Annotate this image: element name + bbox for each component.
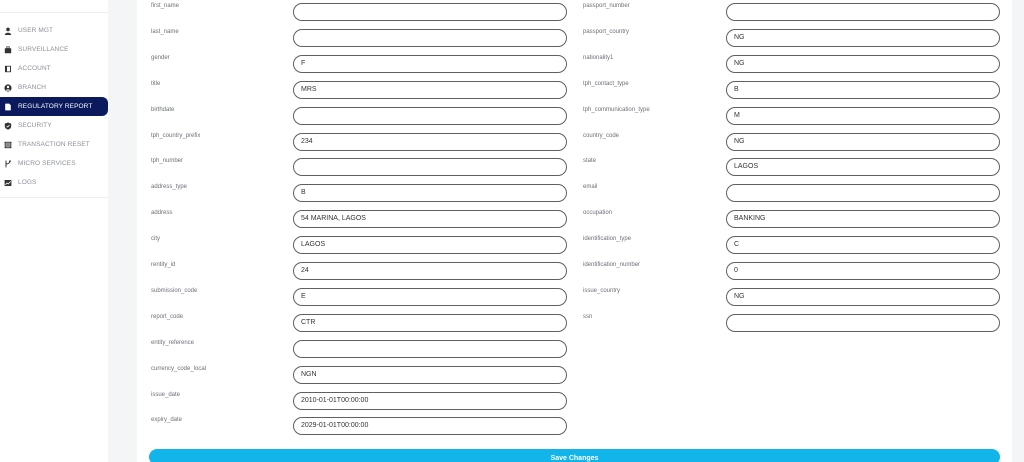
- rentity-id-input[interactable]: 24: [293, 262, 567, 280]
- gender-input[interactable]: F: [293, 55, 567, 73]
- country-code-label: country_code: [583, 132, 620, 139]
- email-input[interactable]: [726, 184, 1000, 202]
- entity-reference-input[interactable]: [293, 340, 567, 358]
- sidebar-item-label: LOGS: [18, 179, 37, 186]
- tph-country-prefix-label: tph_country_prefix: [151, 132, 201, 139]
- birthdate-label: birthdate: [151, 106, 175, 113]
- currency-code-local-input[interactable]: NGN: [293, 366, 567, 384]
- report-code-input[interactable]: CTR: [293, 314, 567, 332]
- sidebar: [0, 0, 108, 462]
- nationality1-input[interactable]: NG: [726, 55, 1000, 73]
- sidebar-item-surveillance[interactable]: [0, 40, 108, 59]
- sidebar-item-security[interactable]: [0, 116, 108, 135]
- report-code-label: report_code: [151, 313, 184, 320]
- state-label: state: [583, 158, 597, 165]
- gender-label: gender: [151, 54, 170, 61]
- tph-contact-type-label: tph_contact_type: [583, 80, 629, 87]
- sidebar-item-label: BRANCH: [18, 84, 47, 91]
- tph-number-input[interactable]: [293, 158, 567, 176]
- state-input[interactable]: LAGOS: [726, 158, 1000, 176]
- sidebar-item-label: USER MGT: [18, 27, 54, 34]
- sidebar-item-micro-services[interactable]: [0, 154, 108, 173]
- title-label: title: [151, 80, 161, 87]
- branch-icon: [4, 160, 12, 168]
- sidebar-item-label: MICRO SERVICES: [18, 160, 76, 167]
- first-name-input[interactable]: [293, 3, 567, 21]
- sidebar-item-logs[interactable]: [0, 173, 108, 192]
- passport-number-label: passport_number: [583, 3, 630, 9]
- tph-country-prefix-input[interactable]: 234: [293, 133, 567, 151]
- tph-communication-type-label: tph_communication_type: [583, 106, 650, 113]
- sidebar-item-user-mgt[interactable]: [0, 21, 108, 40]
- email-label: email: [583, 184, 598, 191]
- briefcase-icon: [4, 46, 12, 54]
- nationality1-label: nationality1: [583, 54, 614, 61]
- chart-icon: [4, 179, 12, 187]
- submission-code-label: submission_code: [151, 287, 198, 294]
- issue-country-input[interactable]: NG: [726, 288, 1000, 306]
- grid-icon: [4, 141, 12, 149]
- passport-country-input[interactable]: NG: [726, 29, 1000, 47]
- passport-number-input[interactable]: [726, 3, 1000, 21]
- person-circle-icon: [4, 84, 12, 92]
- issue-country-label: issue_country: [583, 287, 621, 294]
- tph-communication-type-input[interactable]: M: [726, 107, 1000, 125]
- last-name-input[interactable]: [293, 29, 567, 47]
- identification-type-label: identification_type: [583, 236, 632, 243]
- save-changes-button[interactable]: Save Changes: [149, 449, 1000, 462]
- address-type-input[interactable]: B: [293, 184, 567, 202]
- sidebar-item-label: ACCOUNT: [18, 65, 51, 72]
- country-code-input[interactable]: NG: [726, 133, 1000, 151]
- sidebar-item-transaction-reset[interactable]: [0, 135, 108, 154]
- currency-code-local-label: currency_code_local: [151, 365, 207, 372]
- sidebar-item-label: SURVEILLANCE: [18, 46, 69, 53]
- title-input[interactable]: MRS: [293, 81, 567, 99]
- occupation-input[interactable]: BANKING: [726, 210, 1000, 228]
- address-type-label: address_type: [151, 184, 188, 191]
- entity-reference-label: entity_reference: [151, 339, 195, 346]
- issue-date-input[interactable]: 2010-01-01T00:00:00: [293, 392, 567, 410]
- sidebar-menu: [0, 12, 108, 198]
- sidebar-item-label: TRANSACTION RESET: [18, 141, 90, 148]
- city-input[interactable]: LAGOS: [293, 236, 567, 254]
- sidebar-item-label: SECURITY: [18, 122, 52, 129]
- occupation-label: occupation: [583, 210, 613, 217]
- birthdate-input[interactable]: [293, 107, 567, 125]
- book-icon: [4, 65, 12, 73]
- rentity-id-label: rentity_id: [151, 262, 176, 268]
- sidebar-item-account[interactable]: [0, 59, 108, 78]
- city-label: city: [151, 236, 160, 243]
- shield-icon: [4, 122, 12, 130]
- user-icon: [4, 27, 12, 35]
- sidebar-item-branch[interactable]: [0, 78, 108, 97]
- tph-contact-type-input[interactable]: B: [726, 81, 1000, 99]
- expiry-date-label: expiry_date: [151, 417, 183, 424]
- submission-code-input[interactable]: E: [293, 288, 567, 306]
- document-icon: [4, 103, 12, 111]
- identification-number-input[interactable]: 0: [726, 262, 1000, 280]
- address-input[interactable]: 54 MARINA, LAGOS: [293, 210, 567, 228]
- tph-number-label: tph_number: [151, 158, 184, 165]
- last-name-label: last_name: [151, 28, 179, 35]
- sidebar-item-regulatory-report[interactable]: [0, 97, 108, 116]
- issue-date-label: issue_date: [151, 391, 181, 398]
- identification-number-label: identification_number: [583, 262, 641, 268]
- ssn-input[interactable]: [726, 314, 1000, 332]
- identification-type-input[interactable]: C: [726, 236, 1000, 254]
- first-name-label: first_name: [151, 3, 180, 9]
- expiry-date-input[interactable]: 2029-01-01T00:00:00: [293, 417, 567, 435]
- ssn-label: ssn: [583, 313, 593, 320]
- address-label: address: [151, 210, 173, 217]
- sidebar-item-label: REGULATORY REPORT: [18, 103, 93, 110]
- passport-country-label: passport_country: [583, 28, 630, 35]
